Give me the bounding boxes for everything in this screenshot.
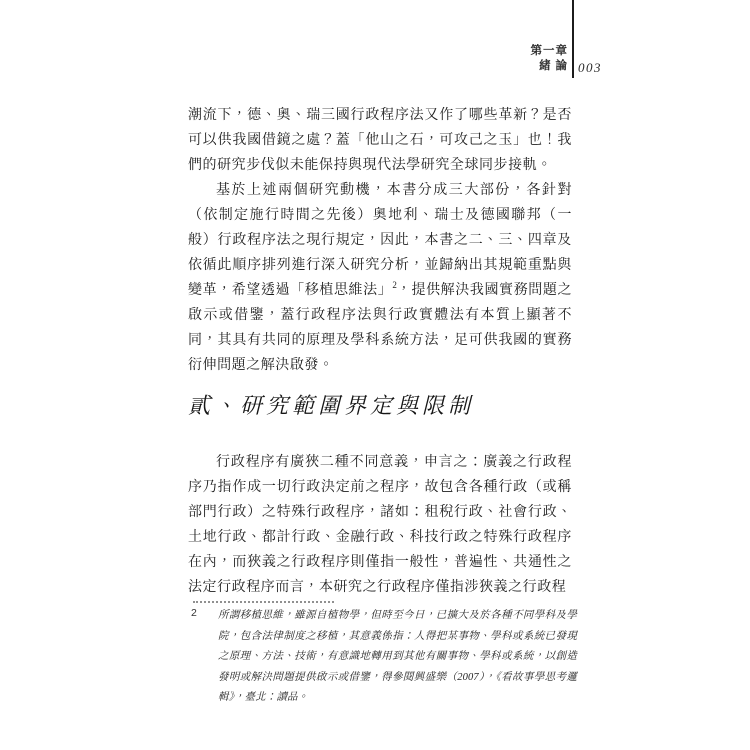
- paragraph-continued: 潮流下，德、奧、瑞三國行政程序法又作了哪些革新？是否可以供我國借鏡之處？蓋「他山之石，可攻己之玉」也！我們的研究步伐似未能保持與現代法學研究全球同步接軌。: [188, 108, 572, 173]
- footnote-text: 所謂移植思維，雖源自植物學，但時至今日，已擴大及於各種不同學科及學院，包含法律制度之移植，其意義係指：人得把某事物、學科或系統已發現之原理、方法、技術，有意識地轉用到其他有關事物、學科或系統，以創造發明或解決問題提供啟示或借鑒，得參閱興盛樂（2007），《看故事學思考邏輯》，臺北：讀品。: [218, 610, 577, 704]
- page-number: 003: [578, 60, 602, 75]
- chapter-title: 第一章: [530, 45, 568, 57]
- header-divider-rule: [572, 0, 574, 78]
- running-head: [420, 44, 568, 74]
- section-title: 緒 論: [539, 60, 568, 72]
- body-text-column: [188, 103, 572, 600]
- paragraph-text: 基於上述兩個研究動機，本書分成三大部份，各針對（依制定施行時間之先後）奧地利、瑞士及德國聯邦（一般）行政程序法之現行規定，因此，本書之二、三、四章及依循此順序排列進行深入研究分析，並歸納出其規範重點與變革，希望透過「移植思維法」: [188, 183, 572, 298]
- footnote-reference: 2: [392, 280, 397, 290]
- footnote: [188, 606, 577, 709]
- footnote-marker: 2: [191, 607, 197, 619]
- paragraph: [188, 178, 572, 378]
- paragraph-text: ，提供解決我國實務問題之啟示或借鑒，蓋行政程序法與行政實體法有本質上顯著不同，其具有共同的原理及學科系統方法，足可供我國的實務衍伸問題之解決啟發。: [188, 283, 572, 373]
- paragraph: 行政程序有廣狹二種不同意義，申言之：廣義之行政程序乃指作成一切行政決定前之程序，故包含各種行政（或稱部門行政）之特殊行政程序，諸如：租稅行政、社會行政、土地行政、都計行政、金融行政、科技行政之特殊行政程序在內，而狹義之行政程序則僅指一般性，普遍性、共通性之法定行政程序而言，本研究之行政程序僅指涉狹義之行政程: [188, 455, 572, 595]
- section-heading: 貳、研究範圍界定與限制: [188, 393, 475, 418]
- footnote-separator: [193, 601, 334, 603]
